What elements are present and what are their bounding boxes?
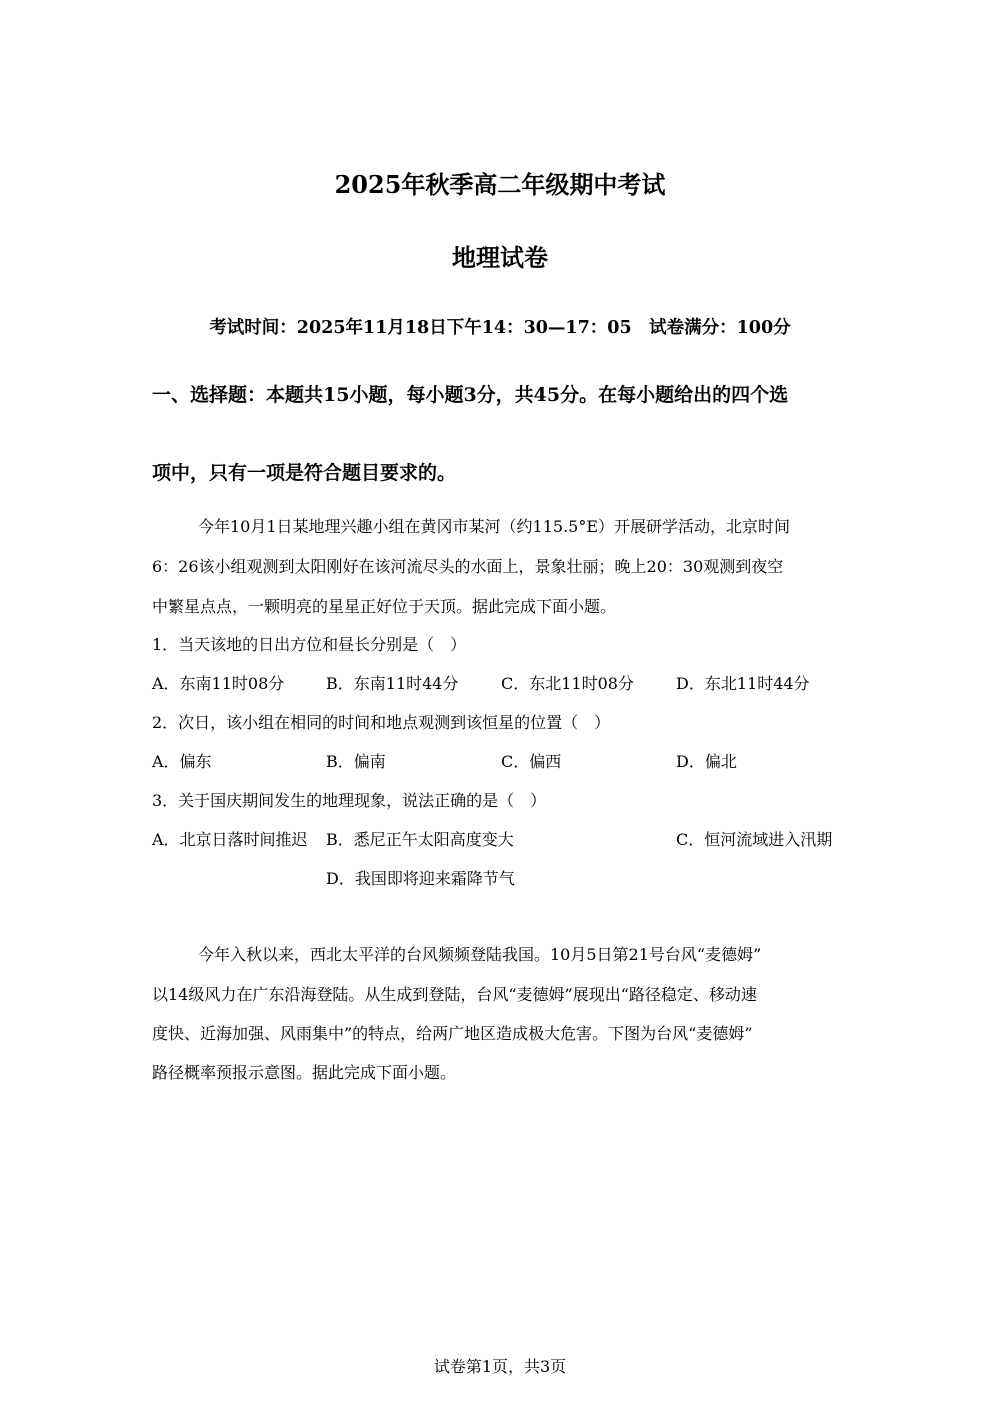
question-3-option-c: C．恒河流域进入汛期 — [676, 830, 833, 849]
material-2-line-4: 路径概率预报示意图。据此完成下面小题。 — [152, 1063, 457, 1082]
material-2-line-2: 以14级风力在广东沿海登陆。从生成到登陆，台风“麦德姆”展现出“路径稳定、移动速 — [152, 985, 757, 1004]
material-1-line-3: 中繁星点点，一颗明亮的星星正好位于天顶。据此完成下面小题。 — [152, 597, 617, 616]
question-1-option-b: B．东南11时44分 — [326, 674, 459, 693]
question-2-option-c: C．偏西 — [501, 752, 562, 771]
question-2-stem: 2．次日，该小组在相同的时间和地点观测到该恒星的位置（ ） — [152, 713, 611, 732]
question-2-option-b: B．偏南 — [326, 752, 386, 771]
material-1-line-1: 今年10月1日某地理兴趣小组在黄冈市某河（约115.5°E）开展研学活动，北京时间 — [198, 517, 791, 536]
question-1-option-c: C．东北11时08分 — [501, 674, 634, 693]
question-3-option-b: B．悉尼正午太阳高度变大 — [326, 830, 514, 849]
material-2-line-1: 今年入秋以来，西北太平洋的台风频频登陆我国。10月5日第21号台风“麦德姆” — [198, 945, 762, 964]
page-footer: 试卷第1页，共3页 — [433, 1357, 567, 1376]
question-3-option-a: A．北京日落时间推迟 — [152, 830, 308, 849]
exam-subject-title: 地理试卷 — [452, 243, 548, 272]
material-2-line-3: 度快、近海加强、风雨集中”的特点，给两广地区造成极大危害。下图为台风“麦德姆” — [152, 1024, 753, 1043]
exam-info-line: 考试时间：2025年11月18日下午14：30—17：05 试卷满分：100分 — [209, 318, 791, 338]
question-2-option-a: A．偏东 — [152, 752, 212, 771]
question-1-option-a: A．东南11时08分 — [152, 674, 285, 693]
question-1-option-d: D．东北11时44分 — [676, 674, 810, 693]
question-3-stem: 3．关于国庆期间发生的地理现象，说法正确的是（ ） — [152, 791, 547, 810]
material-1-line-2: 6：26该小组观测到太阳刚好在该河流尽头的水面上，景象壮丽；晚上20：30观测到夜空 — [152, 557, 784, 576]
section-heading-line-2: 项中，只有一项是符合题目要求的。 — [152, 462, 457, 484]
exam-title: 2025年秋季高二年级期中考试 — [334, 170, 666, 199]
question-1-stem: 1．当天该地的日出方位和昼长分别是（ ） — [152, 635, 467, 654]
question-3-option-d: D．我国即将迎来霜降节气 — [326, 869, 515, 888]
section-heading-line-1: 一、选择题：本题共15小题，每小题3分，共45分。在每小题给出的四个选 — [152, 384, 789, 406]
question-2-option-d: D．偏北 — [676, 752, 737, 771]
